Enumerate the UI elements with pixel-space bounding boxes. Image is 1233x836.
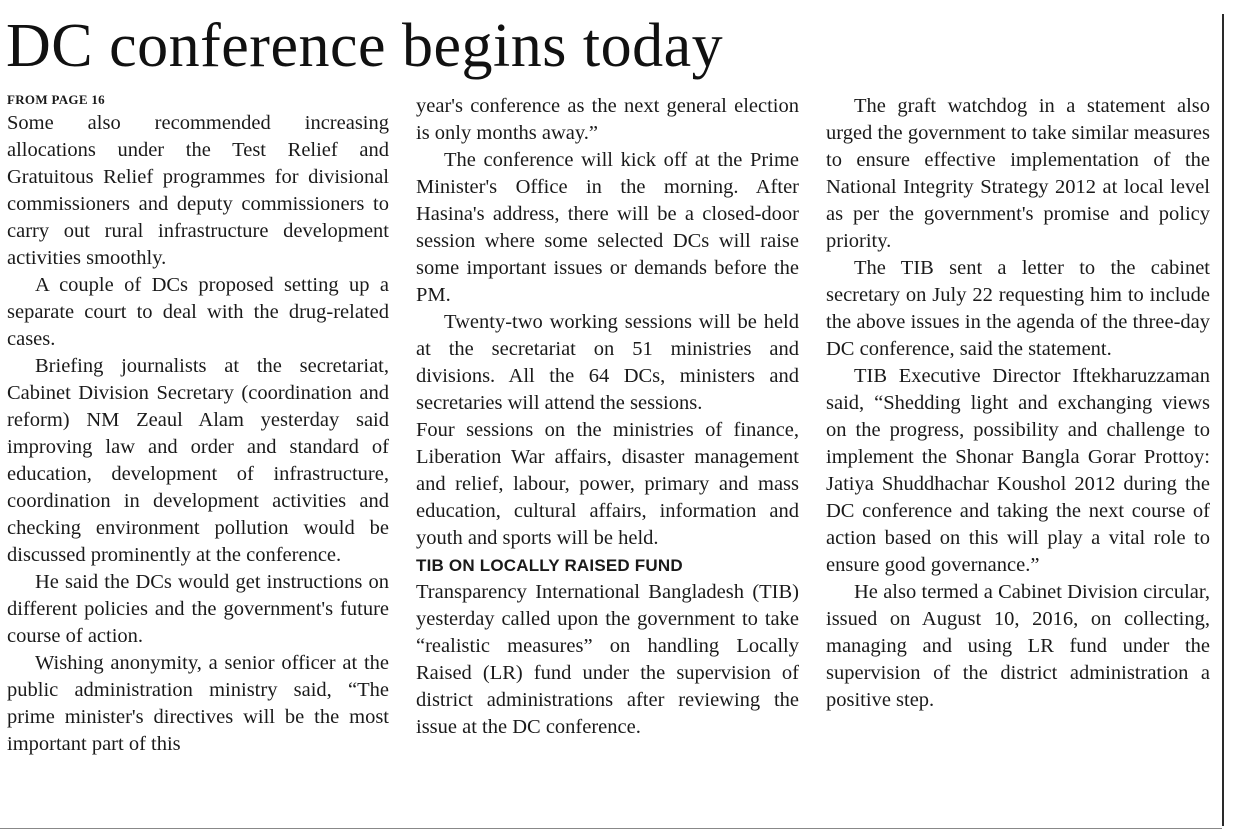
paragraph: Briefing journalists at the secretariat, Cabinet Division Secretary (coordination and reform) NM Zeaul Alam yesterday said improving law and order and standard of education, development of infrastructure, coordination in development activities and checking environment pollution would be discussed prominently at the conference. bbox=[7, 355, 389, 566]
paragraph: The conference will kick off at the Prime Minister's Office in the morning. After Hasina's address, there will be a closed-door session where some selected DCs will raise some important issues or demands before the PM. bbox=[416, 149, 799, 306]
paragraph: The TIB sent a letter to the cabinet secretary on July 22 requesting him to include the above issues in the agenda of the three-day DC conference, said the statement. bbox=[826, 257, 1210, 360]
column-rule bbox=[1222, 14, 1224, 826]
paragraph: Wishing anonymity, a senior officer at the public administration ministry said, “The prime minister's directives will be the most important part of this bbox=[7, 652, 389, 755]
paragraph: TIB Executive Director Iftekharuzzaman said, “Shedding light and exchanging views on the progress, possibility and challenge to implement the Shonar Bangla Gorar Prottoy: Jatiya Shuddhachar Koushol 2012 during the DC conference and taking the next course of action based on this will play a vital role to ensure good governance.” bbox=[826, 365, 1210, 576]
subheading: TIB ON LOCALLY RAISED FUND bbox=[416, 556, 683, 575]
paragraph-tib-statement: Transparency International Bangladesh (TIB) yesterday called upon the government to take “realistic measures” on handling Locally Raised (LR) fund under the supervision of district administrations after reviewing the issue at the DC conference. bbox=[416, 581, 799, 738]
column-1 bbox=[7, 90, 389, 758]
continuation-kicker: FROM PAGE 16 bbox=[7, 92, 105, 107]
column-2 bbox=[416, 93, 799, 741]
paragraph: Four sessions on the ministries of finance, Liberation War affairs, disaster management and relief, labour, power, primary and mass education, cultural affairs, information and youth and sports will be held. bbox=[416, 419, 799, 549]
paragraph: Twenty-two working sessions will be held at the secretariat on 51 ministries and divisions. All the 64 DCs, ministers and secretaries will attend the sessions. bbox=[416, 311, 799, 414]
paragraph: A couple of DCs proposed setting up a separate court to deal with the drug-related cases. bbox=[7, 274, 389, 350]
paragraph: Some also recommended increasing allocations under the Test Relief and Gratuitous Relief programmes for divisional commissioners and deputy commissioners to carry out rural infrastructure development activities smoothly. bbox=[7, 112, 389, 269]
paragraph: The graft watchdog in a statement also urged the government to take similar measures to ensure effective implementation of the National Integrity Strategy 2012 at local level as per the government's promise and policy priority. bbox=[826, 95, 1210, 252]
column-3 bbox=[826, 93, 1210, 714]
headline: DC conference begins today bbox=[6, 12, 724, 80]
paragraph: He also termed a Cabinet Division circular, issued on August 10, 2016, on collecting, managing and using LR fund under the supervision of the district administration a positive step. bbox=[826, 581, 1210, 711]
paragraph: He said the DCs would get instructions on different policies and the government's future course of action. bbox=[7, 571, 389, 647]
bottom-rule bbox=[0, 828, 1222, 829]
paragraph: year's conference as the next general election is only months away.” bbox=[416, 95, 799, 144]
